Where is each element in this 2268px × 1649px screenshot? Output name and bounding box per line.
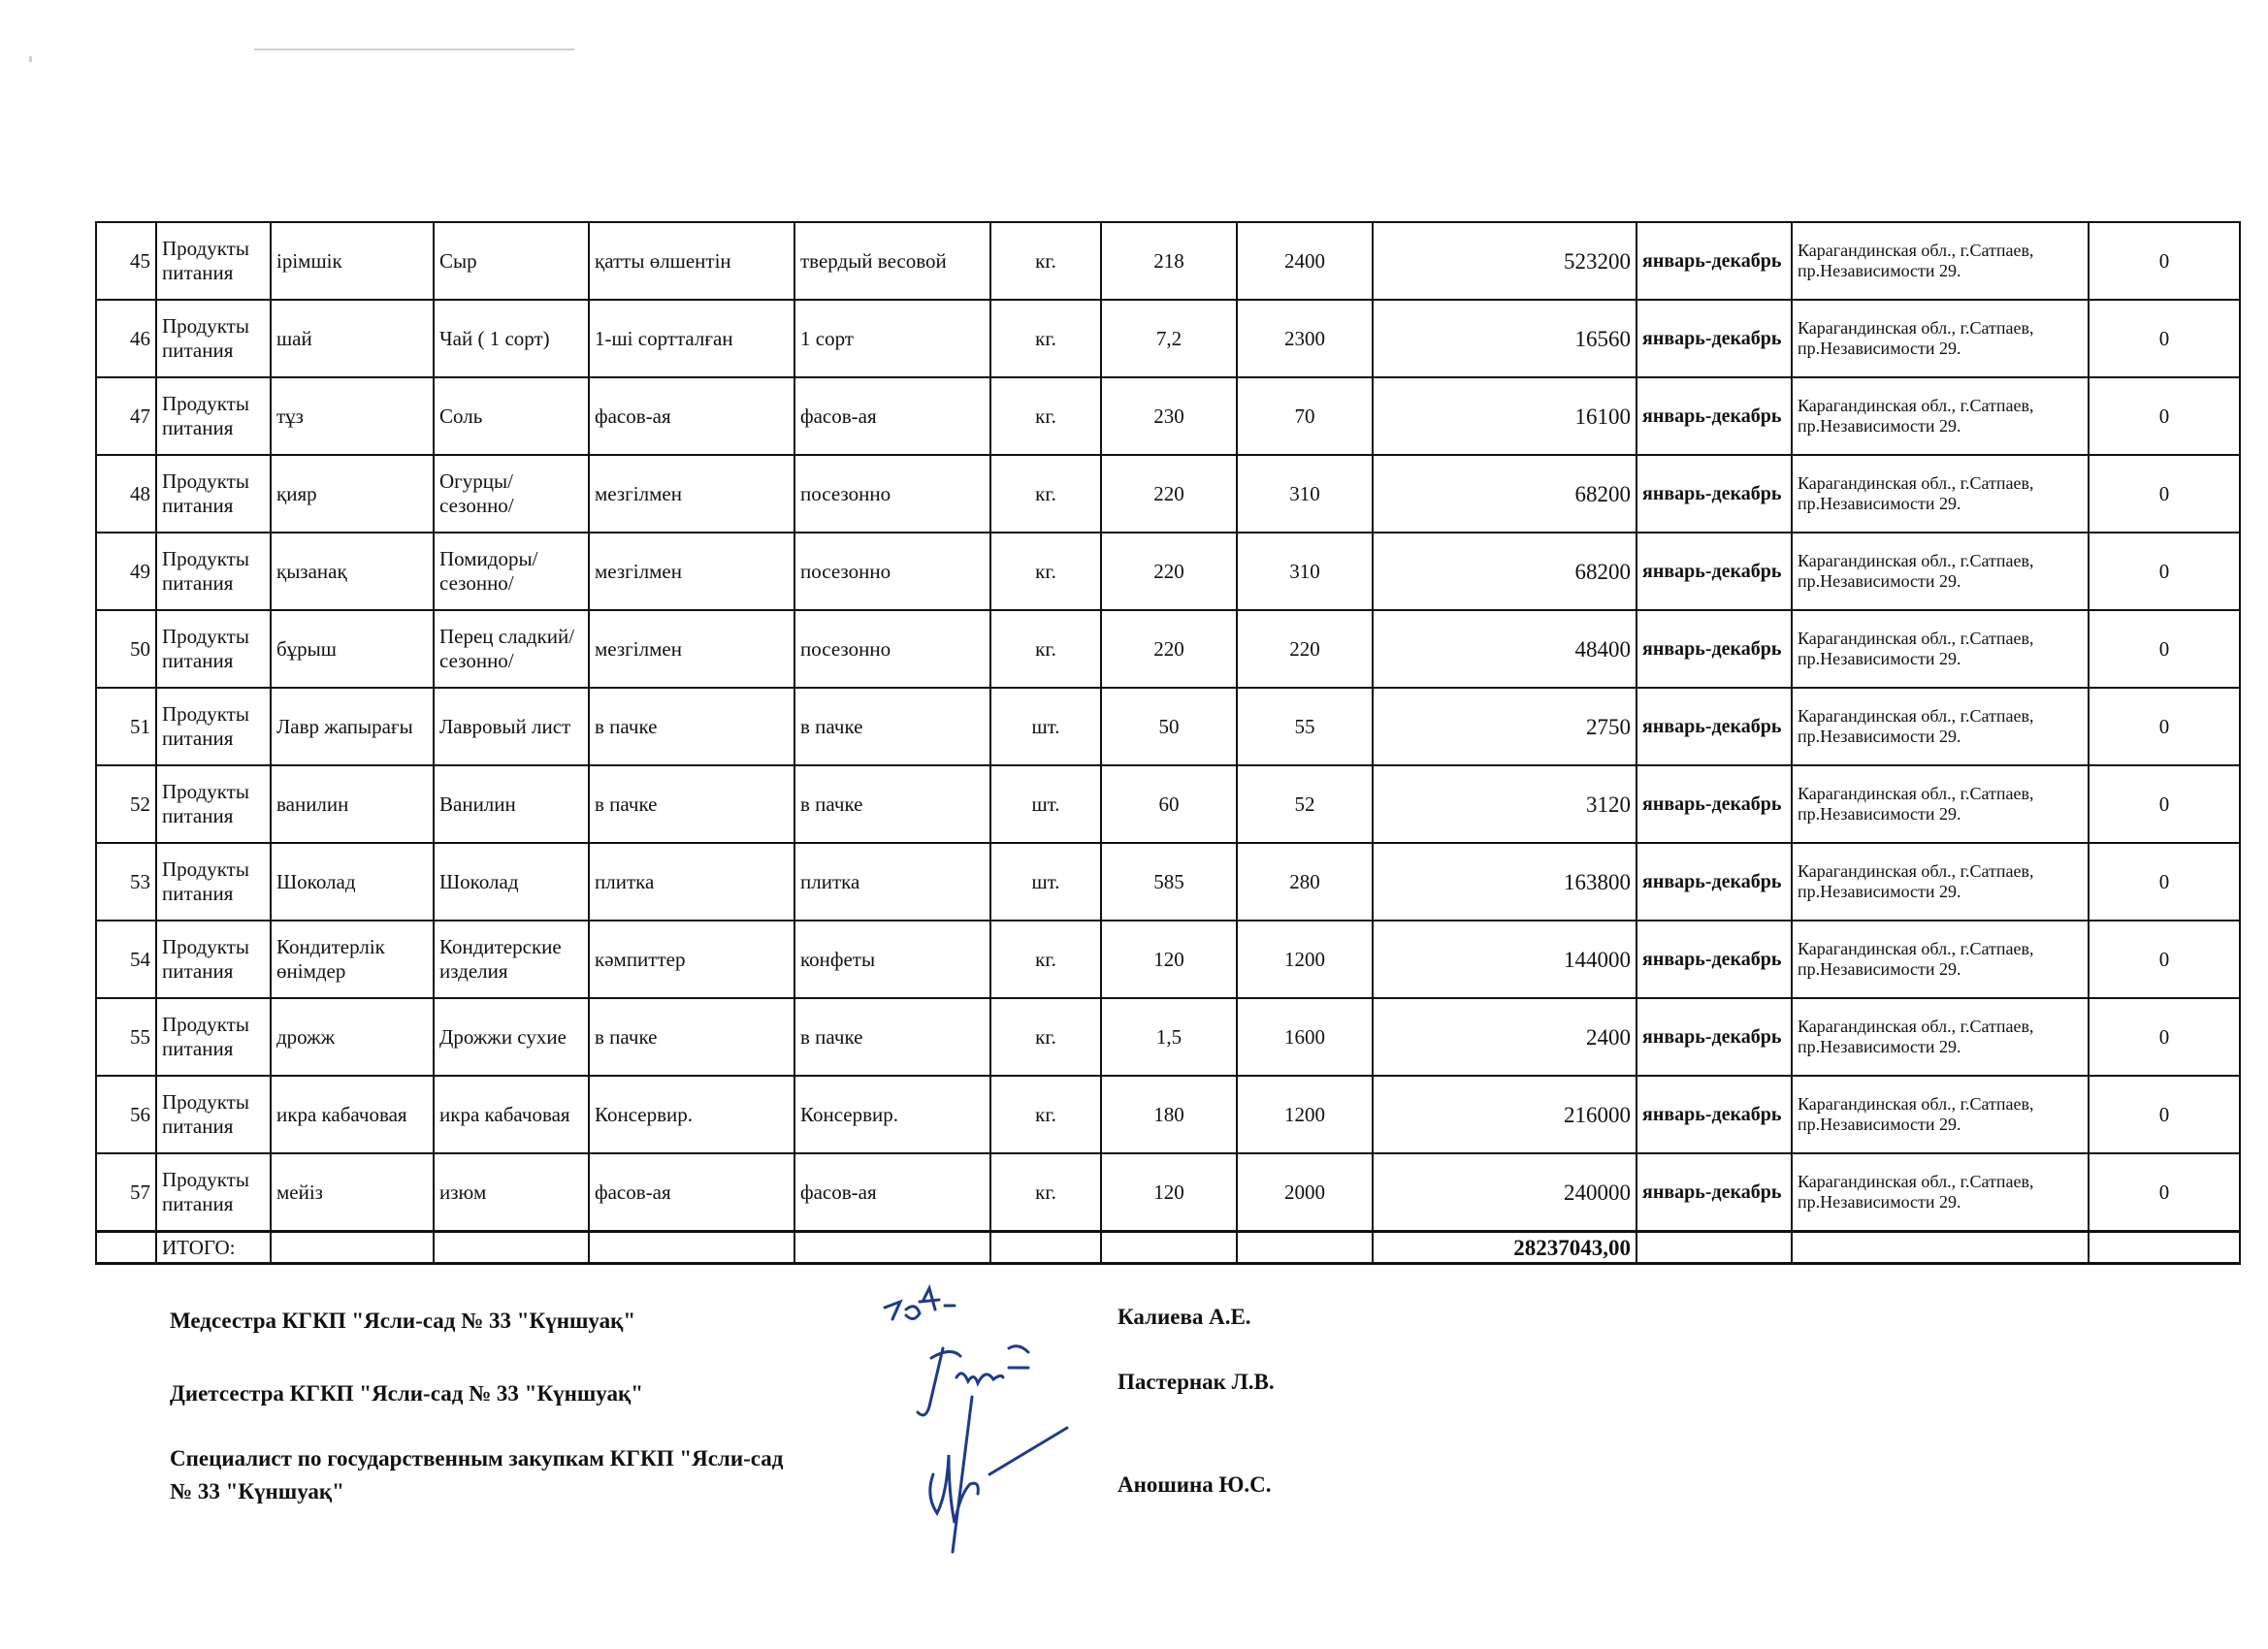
period-cell: январь-декабрь [1636,455,1792,533]
quantity-cell: 7,2 [1101,300,1237,377]
name-kz-cell: шай [271,300,434,377]
price-cell: 1200 [1237,921,1373,998]
description-ru-cell: Консервир. [794,1076,990,1153]
table-row [96,533,2240,610]
extra-value-cell: 0 [2089,1153,2240,1232]
name-kz-cell: Лавр жапырағы [271,688,434,765]
name-ru-cell: Лавровый лист [434,688,589,765]
period-cell: январь-декабрь [1636,921,1792,998]
name-kz-cell: икра кабачовая [271,1076,434,1153]
address-cell: Карагандинская обл., г.Сатпаев, пр.Независимости 29. [1792,610,2089,688]
quantity-cell: 220 [1101,533,1237,610]
name-kz-cell: мейіз [271,1153,434,1232]
quantity-cell: 120 [1101,921,1237,998]
row-number: 55 [96,998,156,1076]
unit-cell: кг. [990,300,1101,377]
unit-cell: кг. [990,921,1101,998]
table-body [96,222,2240,1264]
row-number: 56 [96,1076,156,1153]
period-cell: январь-декабрь [1636,533,1792,610]
scan-artifact-left [29,56,32,62]
address-cell: Карагандинская обл., г.Сатпаев, пр.Независимости 29. [1792,1076,2089,1153]
row-number: 51 [96,688,156,765]
price-cell: 2400 [1237,222,1373,300]
description-ru-cell: посезонно [794,533,990,610]
price-cell: 280 [1237,843,1373,921]
extra-value-cell: 0 [2089,377,2240,455]
sum-cell: 48400 [1373,610,1636,688]
handwritten-signatures-icon [863,1280,1096,1581]
quantity-cell: 180 [1101,1076,1237,1153]
unit-cell: шт. [990,765,1101,843]
period-cell: январь-декабрь [1636,765,1792,843]
extra-value-cell: 0 [2089,1076,2240,1153]
procurement-table-container [95,221,2170,1265]
description-kz-cell: Консервир. [589,1076,794,1153]
quantity-cell: 230 [1101,377,1237,455]
category-cell: Продукты питания [156,300,271,377]
description-ru-cell: плитка [794,843,990,921]
row-number: 49 [96,533,156,610]
table-row [96,843,2240,921]
category-cell: Продукты питания [156,921,271,998]
price-cell: 310 [1237,533,1373,610]
category-cell: Продукты питания [156,1076,271,1153]
total-empty-cell [1792,1232,2089,1264]
quantity-cell: 220 [1101,610,1237,688]
period-cell: январь-декабрь [1636,843,1792,921]
total-empty-cell [990,1232,1101,1264]
name-kz-cell: Кондитерлік өнімдер [271,921,434,998]
name-kz-cell: бұрыш [271,610,434,688]
description-kz-cell: 1-ші сортталған [589,300,794,377]
quantity-cell: 585 [1101,843,1237,921]
unit-cell: кг. [990,377,1101,455]
description-ru-cell: в пачке [794,765,990,843]
unit-cell: кг. [990,533,1101,610]
sum-cell: 163800 [1373,843,1636,921]
address-cell: Карагандинская обл., г.Сатпаев, пр.Независимости 29. [1792,1153,2089,1232]
table-row [96,765,2240,843]
name-ru-cell: Чай ( 1 сорт) [434,300,589,377]
description-ru-cell: посезонно [794,455,990,533]
name-ru-cell: Перец сладкий/сезонно/ [434,610,589,688]
quantity-cell: 50 [1101,688,1237,765]
period-cell: январь-декабрь [1636,377,1792,455]
row-number: 48 [96,455,156,533]
address-cell: Карагандинская обл., г.Сатпаев, пр.Независимости 29. [1792,377,2089,455]
description-kz-cell: мезгілмен [589,455,794,533]
description-ru-cell: фасов-ая [794,1153,990,1232]
period-cell: январь-декабрь [1636,1076,1792,1153]
extra-value-cell: 0 [2089,688,2240,765]
category-cell: Продукты питания [156,765,271,843]
address-cell: Карагандинская обл., г.Сатпаев, пр.Независимости 29. [1792,998,2089,1076]
total-empty-cell [589,1232,794,1264]
total-empty-cell [271,1232,434,1264]
period-cell: январь-декабрь [1636,222,1792,300]
sum-cell: 16560 [1373,300,1636,377]
period-cell: январь-декабрь [1636,998,1792,1076]
address-cell: Карагандинская обл., г.Сатпаев, пр.Независимости 29. [1792,222,2089,300]
sum-cell: 523200 [1373,222,1636,300]
period-cell: январь-декабрь [1636,610,1792,688]
category-cell: Продукты питания [156,455,271,533]
description-kz-cell: фасов-ая [589,377,794,455]
sum-cell: 68200 [1373,533,1636,610]
address-cell: Карагандинская обл., г.Сатпаев, пр.Независимости 29. [1792,843,2089,921]
description-ru-cell: фасов-ая [794,377,990,455]
table-row [96,222,2240,300]
quantity-cell: 220 [1101,455,1237,533]
category-cell: Продукты питания [156,222,271,300]
description-kz-cell: мезгілмен [589,533,794,610]
table-row [96,921,2240,998]
price-cell: 52 [1237,765,1373,843]
description-ru-cell: твердый весовой [794,222,990,300]
sum-cell: 2750 [1373,688,1636,765]
category-cell: Продукты питания [156,843,271,921]
row-number: 54 [96,921,156,998]
total-empty-cell [794,1232,990,1264]
signature-name-3: Аношина Ю.С. [1118,1472,1272,1497]
address-cell: Карагандинская обл., г.Сатпаев, пр.Независимости 29. [1792,921,2089,998]
extra-value-cell: 0 [2089,998,2240,1076]
category-cell: Продукты питания [156,533,271,610]
sum-cell: 240000 [1373,1153,1636,1232]
description-ru-cell: в пачке [794,688,990,765]
unit-cell: кг. [990,998,1101,1076]
period-cell: январь-декабрь [1636,688,1792,765]
sum-cell: 68200 [1373,455,1636,533]
name-ru-cell: икра кабачовая [434,1076,589,1153]
total-empty-cell [434,1232,589,1264]
name-kz-cell: тұз [271,377,434,455]
quantity-cell: 218 [1101,222,1237,300]
description-kz-cell: в пачке [589,765,794,843]
name-kz-cell: дрожж [271,998,434,1076]
name-ru-cell: Шоколад [434,843,589,921]
name-ru-cell: Дрожжи сухие [434,998,589,1076]
description-ru-cell: 1 сорт [794,300,990,377]
unit-cell: шт. [990,843,1101,921]
unit-cell: кг. [990,222,1101,300]
row-number: 47 [96,377,156,455]
row-number: 45 [96,222,156,300]
extra-value-cell: 0 [2089,843,2240,921]
extra-value-cell: 0 [2089,765,2240,843]
price-cell: 2300 [1237,300,1373,377]
total-label: ИТОГО: [156,1232,271,1264]
table-row [96,300,2240,377]
unit-cell: кг. [990,610,1101,688]
extra-value-cell: 0 [2089,610,2240,688]
table-row [96,455,2240,533]
price-cell: 55 [1237,688,1373,765]
table-row [96,377,2240,455]
sum-cell: 16100 [1373,377,1636,455]
price-cell: 2000 [1237,1153,1373,1232]
category-cell: Продукты питания [156,377,271,455]
sum-cell: 2400 [1373,998,1636,1076]
row-number: 52 [96,765,156,843]
sum-cell: 216000 [1373,1076,1636,1153]
description-kz-cell: қатты өлшентін [589,222,794,300]
address-cell: Карагандинская обл., г.Сатпаев, пр.Независимости 29. [1792,300,2089,377]
scan-artifact-top [254,48,574,50]
description-ru-cell: в пачке [794,998,990,1076]
category-cell: Продукты питания [156,998,271,1076]
extra-value-cell: 0 [2089,222,2240,300]
extra-value-cell: 0 [2089,300,2240,377]
table-row [96,688,2240,765]
name-kz-cell: қияр [271,455,434,533]
address-cell: Карагандинская обл., г.Сатпаев, пр.Независимости 29. [1792,765,2089,843]
unit-cell: кг. [990,1076,1101,1153]
row-number: 46 [96,300,156,377]
row-number: 53 [96,843,156,921]
name-ru-cell: Сыр [434,222,589,300]
quantity-cell: 120 [1101,1153,1237,1232]
signature-name-2: Пастернак Л.В. [1118,1370,1275,1394]
table-row [96,1153,2240,1232]
description-kz-cell: фасов-ая [589,1153,794,1232]
description-kz-cell: кәмпиттер [589,921,794,998]
sum-cell: 3120 [1373,765,1636,843]
name-kz-cell: Шоколад [271,843,434,921]
extra-value-cell: 0 [2089,455,2240,533]
name-ru-cell: Кондитерские изделия [434,921,589,998]
name-ru-cell: Ванилин [434,765,589,843]
price-cell: 1200 [1237,1076,1373,1153]
name-kz-cell: қызанақ [271,533,434,610]
table-row [96,610,2240,688]
signature-role-2: Диетсестра КГКП "Ясли-сад № 33 "Күншуақ" [170,1381,644,1406]
total-empty-cell [1636,1232,1792,1264]
quantity-cell: 60 [1101,765,1237,843]
period-cell: январь-декабрь [1636,300,1792,377]
category-cell: Продукты питания [156,610,271,688]
signature-name-1: Калиева А.Е. [1118,1305,1251,1329]
name-ru-cell: изюм [434,1153,589,1232]
total-empty-cell [2089,1232,2240,1264]
table-row [96,1076,2240,1153]
address-cell: Карагандинская обл., г.Сатпаев, пр.Независимости 29. [1792,455,2089,533]
extra-value-cell: 0 [2089,533,2240,610]
signature-role-3: Специалист по государственным закупкам КГКП "Ясли-сад № 33 "Күншуақ" [170,1446,784,1504]
row-number: 50 [96,610,156,688]
total-sum: 28237043,00 [1373,1232,1636,1264]
name-ru-cell: Огурцы/сезонно/ [434,455,589,533]
description-kz-cell: в пачке [589,688,794,765]
signature-role-1: Медсестра КГКП "Ясли-сад № 33 "Күншуақ" [170,1309,636,1333]
row-number: 57 [96,1153,156,1232]
name-kz-cell: ірімшік [271,222,434,300]
price-cell: 70 [1237,377,1373,455]
total-row [96,1232,2240,1264]
procurement-table [95,221,2241,1265]
total-empty-cell [1101,1232,1237,1264]
description-ru-cell: конфеты [794,921,990,998]
description-ru-cell: посезонно [794,610,990,688]
address-cell: Карагандинская обл., г.Сатпаев, пр.Независимости 29. [1792,688,2089,765]
extra-value-cell: 0 [2089,921,2240,998]
price-cell: 220 [1237,610,1373,688]
category-cell: Продукты питания [156,688,271,765]
total-empty-cell [1237,1232,1373,1264]
description-kz-cell: мезгілмен [589,610,794,688]
description-kz-cell: плитка [589,843,794,921]
price-cell: 310 [1237,455,1373,533]
period-cell: январь-декабрь [1636,1153,1792,1232]
unit-cell: кг. [990,455,1101,533]
quantity-cell: 1,5 [1101,998,1237,1076]
sum-cell: 144000 [1373,921,1636,998]
unit-cell: шт. [990,688,1101,765]
unit-cell: кг. [990,1153,1101,1232]
total-empty-cell [96,1232,156,1264]
price-cell: 1600 [1237,998,1373,1076]
category-cell: Продукты питания [156,1153,271,1232]
name-kz-cell: ванилин [271,765,434,843]
name-ru-cell: Соль [434,377,589,455]
address-cell: Карагандинская обл., г.Сатпаев, пр.Независимости 29. [1792,533,2089,610]
table-row [96,998,2240,1076]
description-kz-cell: в пачке [589,998,794,1076]
name-ru-cell: Помидоры/сезонно/ [434,533,589,610]
